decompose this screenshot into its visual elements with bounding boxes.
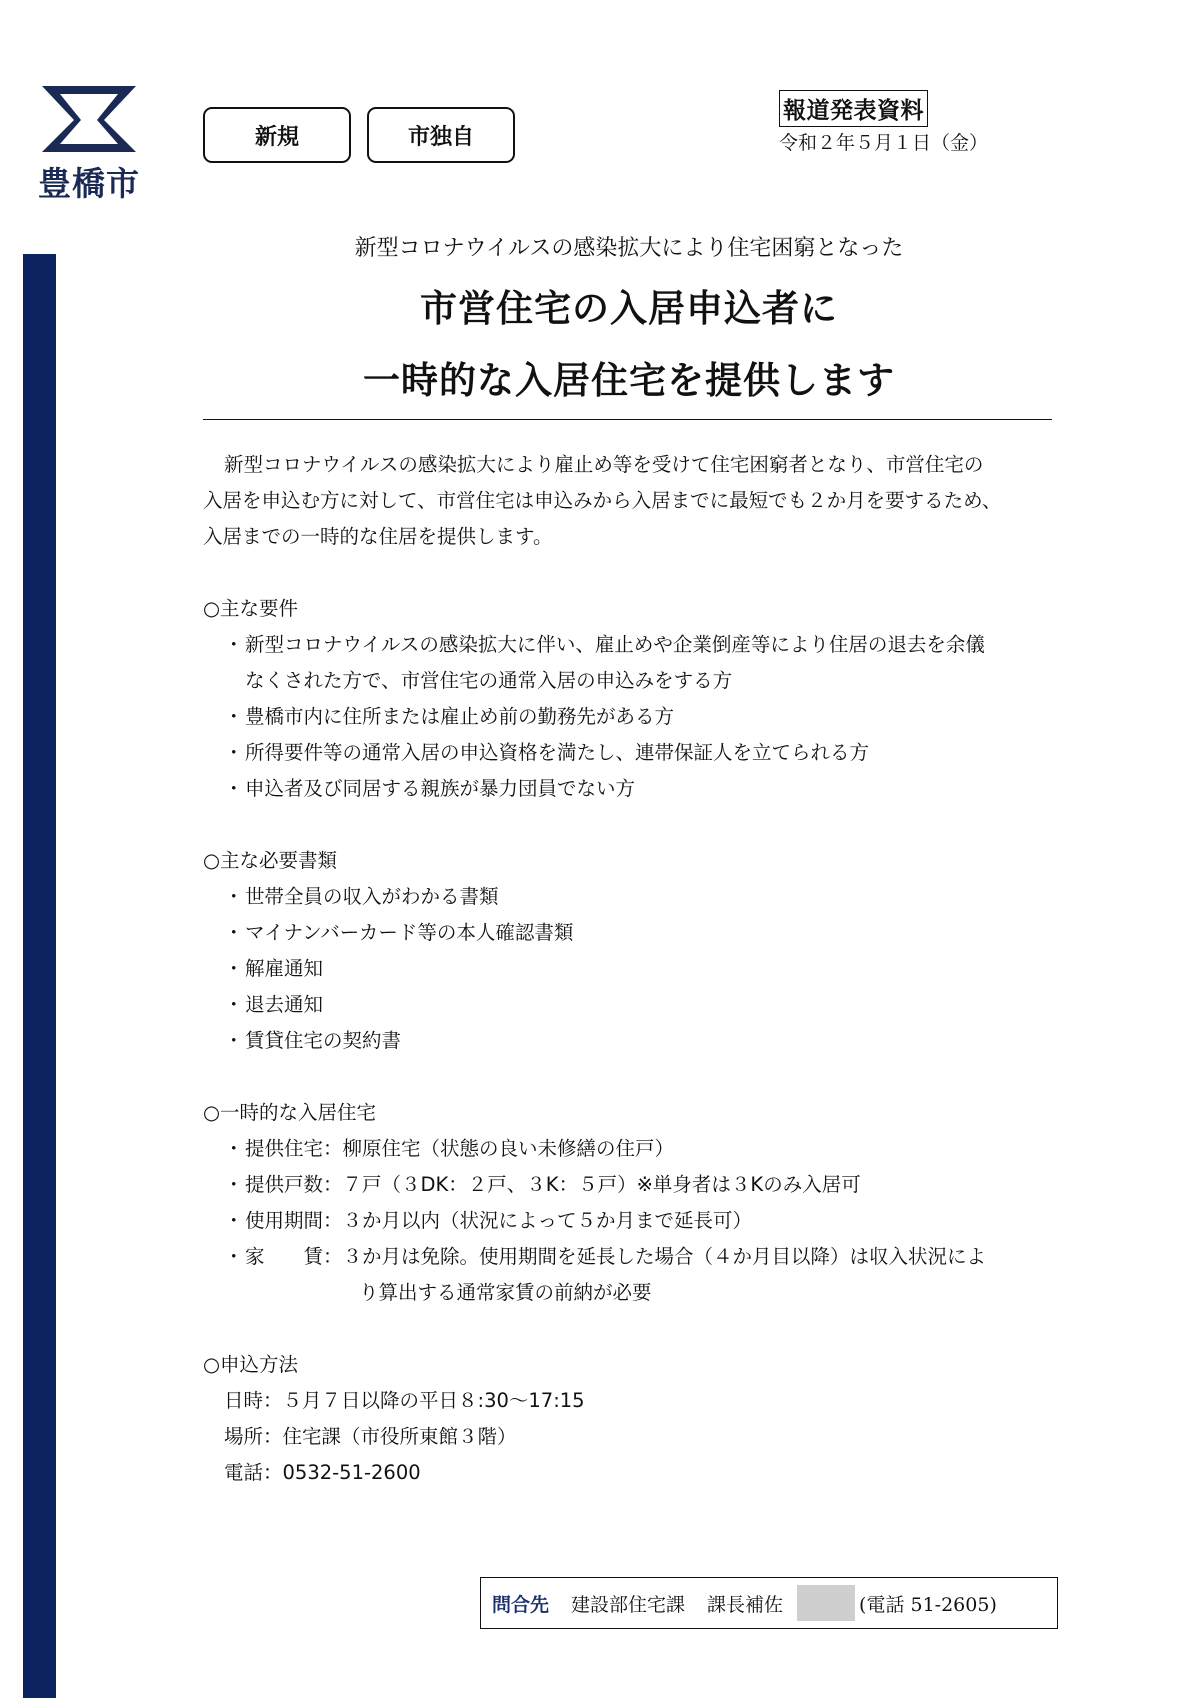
intro-paragraph <box>203 447 1063 555</box>
bullet: ・ <box>224 633 244 656</box>
list-item <box>203 987 1063 1023</box>
list-item-text: 豊橋市内に住所または雇止め前の勤務先がある方 <box>245 705 675 728</box>
list-item-text: 退去通知 <box>245 993 324 1016</box>
list-item-continuation: なくされた方で、市営住宅の通常入居の申込みをする方 <box>245 669 733 692</box>
list-item-text: 解雇通知 <box>245 957 324 980</box>
bullet: ・ <box>224 957 244 980</box>
list-item-text: 新型コロナウイルスの感染拡大に伴い、雇止めや企業倒産等により住居の退去を余儀 <box>245 633 985 656</box>
bullet: ・ <box>224 705 244 728</box>
bullet: ・ <box>224 1029 244 1052</box>
bullet: ・ <box>224 1209 244 1232</box>
list-item-text: 使用期間：３か月以内（状況によって５か月まで延長可） <box>245 1209 753 1232</box>
bullet: ・ <box>224 885 244 908</box>
list-item-text: 所得要件等の通常入居の申込資格を満たし、連帯保証人を立てられる方 <box>245 741 870 764</box>
list-item-text: 賃貸住宅の契約書 <box>245 1029 402 1052</box>
title-line-2: 一時的な入居住宅を提供します <box>363 359 895 402</box>
intro-line: 新型コロナウイルスの感染拡大により雇止め等を受けて住宅困窮者となり、市営住宅の <box>224 453 984 476</box>
application-date: 日時：５月７日以降の平日８:30～17:15 <box>224 1389 585 1412</box>
contact-department: 建設部住宅課 <box>571 1593 686 1616</box>
contact-phone: (電話 51-2605) <box>859 1593 997 1616</box>
list-item <box>203 915 1063 951</box>
title-divider <box>203 419 1052 420</box>
toyohashi-emblem-icon <box>34 82 144 158</box>
list-item <box>203 627 1063 663</box>
documents-section <box>203 843 1063 1059</box>
intro-line: 入居を申込む方に対して、市営住宅は申込みから入居までに最短でも２か月を要するため、 <box>203 489 1002 512</box>
body-content <box>203 447 1063 1491</box>
list-item <box>203 951 1063 987</box>
bullet: ・ <box>224 993 244 1016</box>
list-item-text: マイナンバーカード等の本人確認書類 <box>245 921 574 944</box>
list-item <box>203 879 1063 915</box>
subtitle: 新型コロナウイルスの感染拡大により住宅困窮となった <box>354 236 904 261</box>
housing-heading: ○一時的な入居住宅 <box>203 1101 377 1124</box>
tag-city-own: 市独自 <box>367 107 515 163</box>
contact-label: 問合先 <box>492 1593 550 1616</box>
application-place: 場所：住宅課（市役所東館３階） <box>224 1425 517 1448</box>
list-item-continuation: り算出する通常家賃の前納が必要 <box>359 1281 652 1304</box>
press-release-label: 報道発表資料 <box>779 90 928 127</box>
intro-line: 入居までの一時的な住居を提供します。 <box>203 525 553 548</box>
housing-section <box>203 1095 1063 1311</box>
list-item-text: 申込者及び同居する親族が暴力団員でない方 <box>245 777 636 800</box>
tag-new: 新規 <box>203 107 351 163</box>
release-date: 令和２年５月１日（金） <box>779 132 989 154</box>
title-line-1: 市営住宅の入居申込者に <box>420 287 838 330</box>
bullet: ・ <box>224 777 244 800</box>
requirements-section <box>203 591 1063 807</box>
list-item <box>203 1023 1063 1059</box>
documents-heading: ○主な必要書類 <box>203 849 338 872</box>
list-item <box>203 735 1063 771</box>
application-section <box>203 1347 1063 1491</box>
list-item <box>203 1203 1063 1239</box>
redacted-name <box>797 1585 855 1621</box>
city-name: 豊橋市 <box>38 164 140 203</box>
list-item-text: 世帯全員の収入がわかる書類 <box>245 885 499 908</box>
city-logo <box>34 82 144 203</box>
application-heading: ○申込方法 <box>203 1353 299 1376</box>
application-phone: 電話：0532-51-2600 <box>224 1461 421 1484</box>
list-item <box>203 771 1063 807</box>
list-item <box>203 1131 1063 1167</box>
contact-role: 課長補佐 <box>707 1593 784 1616</box>
bullet: ・ <box>224 921 244 944</box>
requirements-heading: ○主な要件 <box>203 597 299 620</box>
list-item <box>203 1239 1063 1275</box>
bullet: ・ <box>224 741 244 764</box>
contact-box <box>480 1577 1058 1629</box>
list-item-text: 家 賃：３か月は免除。使用期間を延長した場合（４か月目以降）は収入状況によ <box>245 1245 987 1268</box>
list-item <box>203 1167 1063 1203</box>
list-item-text: 提供戸数：７戸（３DK：２戸、３K：５戸）※単身者は３Kのみ入居可 <box>245 1173 861 1196</box>
list-item-text: 提供住宅：柳原住宅（状態の良い未修繕の住戸） <box>245 1137 675 1160</box>
bullet: ・ <box>224 1173 244 1196</box>
side-bar <box>23 254 56 1698</box>
bullet: ・ <box>224 1137 244 1160</box>
list-item <box>203 699 1063 735</box>
bullet: ・ <box>224 1245 244 1268</box>
